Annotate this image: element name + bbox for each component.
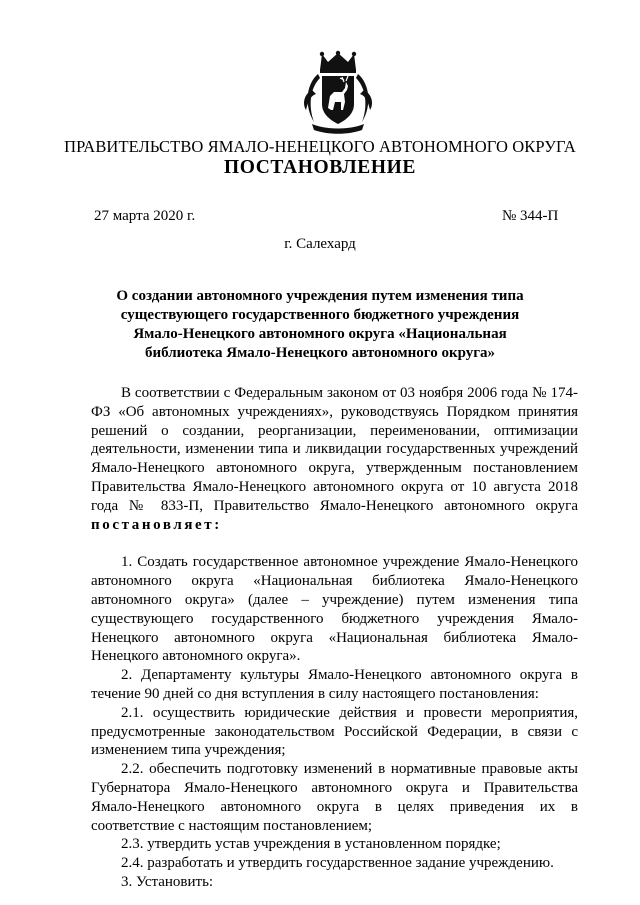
document-number: № 344-П (502, 208, 559, 224)
preamble-paragraph (91, 384, 578, 534)
document-type-heading: ПОСТАНОВЛЕНИЕ (223, 157, 417, 178)
document-title: О создании автономного учреждения путем изменения типа существующего государственного бюджетного учреждения Ямало-Ненецкого автономного округа «Национальная библиотека Ямало-Ненецкого автономного округа» (116, 288, 524, 361)
paragraph-2: 2. Департаменту культуры Ямало-Ненецкого автономного округа в течение 90 дней со дня вступления в силу настоящего постановления: (91, 667, 578, 702)
paragraph-2-3: 2.3. утвердить устав учреждения в установленном порядке; (121, 836, 501, 853)
coat-of-arms-icon (298, 50, 378, 136)
paragraph-2-1: 2.1. осуществить юридические действия и провести мероприятия, предусмотренные законодательством Российской Федерации, в связи с изменением типа учреждения; (91, 704, 578, 759)
paragraph-2-2: 2.2. обеспечить подготовку изменений в нормативные правовые акты Губернатора Ямало-Ненецкого автономного округа и Правительства Ямало-Ненецкого автономного округа в целях приведения их в соответствие с настоящим постановлением; (91, 761, 578, 834)
paragraph-1: 1. Создать государственное автономное учреждение Ямало-Ненецкого автономного округа «Национальная библиотека Ямало-Ненецкого автономного округа» (далее – учреждение) путем изменения типа существующего государственного бюджетного учреждения Ямало-Ненецкого автономного округа «Национальная библиотека Ямало-Ненецкого автономного округа». (91, 554, 578, 665)
document-city: г. Салехард (284, 236, 356, 252)
preamble-text: В соответствии с Федеральным законом от 03 ноября 2006 года № 174-ФЗ «Об автономных учреждениях», руководствуясь Порядком принятия решений о создании, реорганизации, переименовании, оптимизации деятельности, изменении типа и ликвидации государственных учреждений Ямало-Ненецкого автономного округа, утвержденным постановлением Правительства Ямало-Ненецкого автономного округа от 10 августа 2018 года № 833-П, Правительство Ямало-Ненецкого автономного округа (91, 385, 578, 514)
paragraph-3: 3. Установить: (121, 873, 214, 890)
paragraph-2-4: 2.4. разработать и утвердить государственное задание учреждению. (121, 855, 554, 872)
document-date: 27 марта 2020 г. (94, 208, 196, 224)
decree-word: постановляет: (91, 516, 222, 533)
document-body (91, 384, 578, 892)
organization-name: ПРАВИТЕЛЬСТВО ЯМАЛО-НЕНЕЦКОГО АВТОНОМНОГО ОКРУГА (64, 137, 576, 156)
